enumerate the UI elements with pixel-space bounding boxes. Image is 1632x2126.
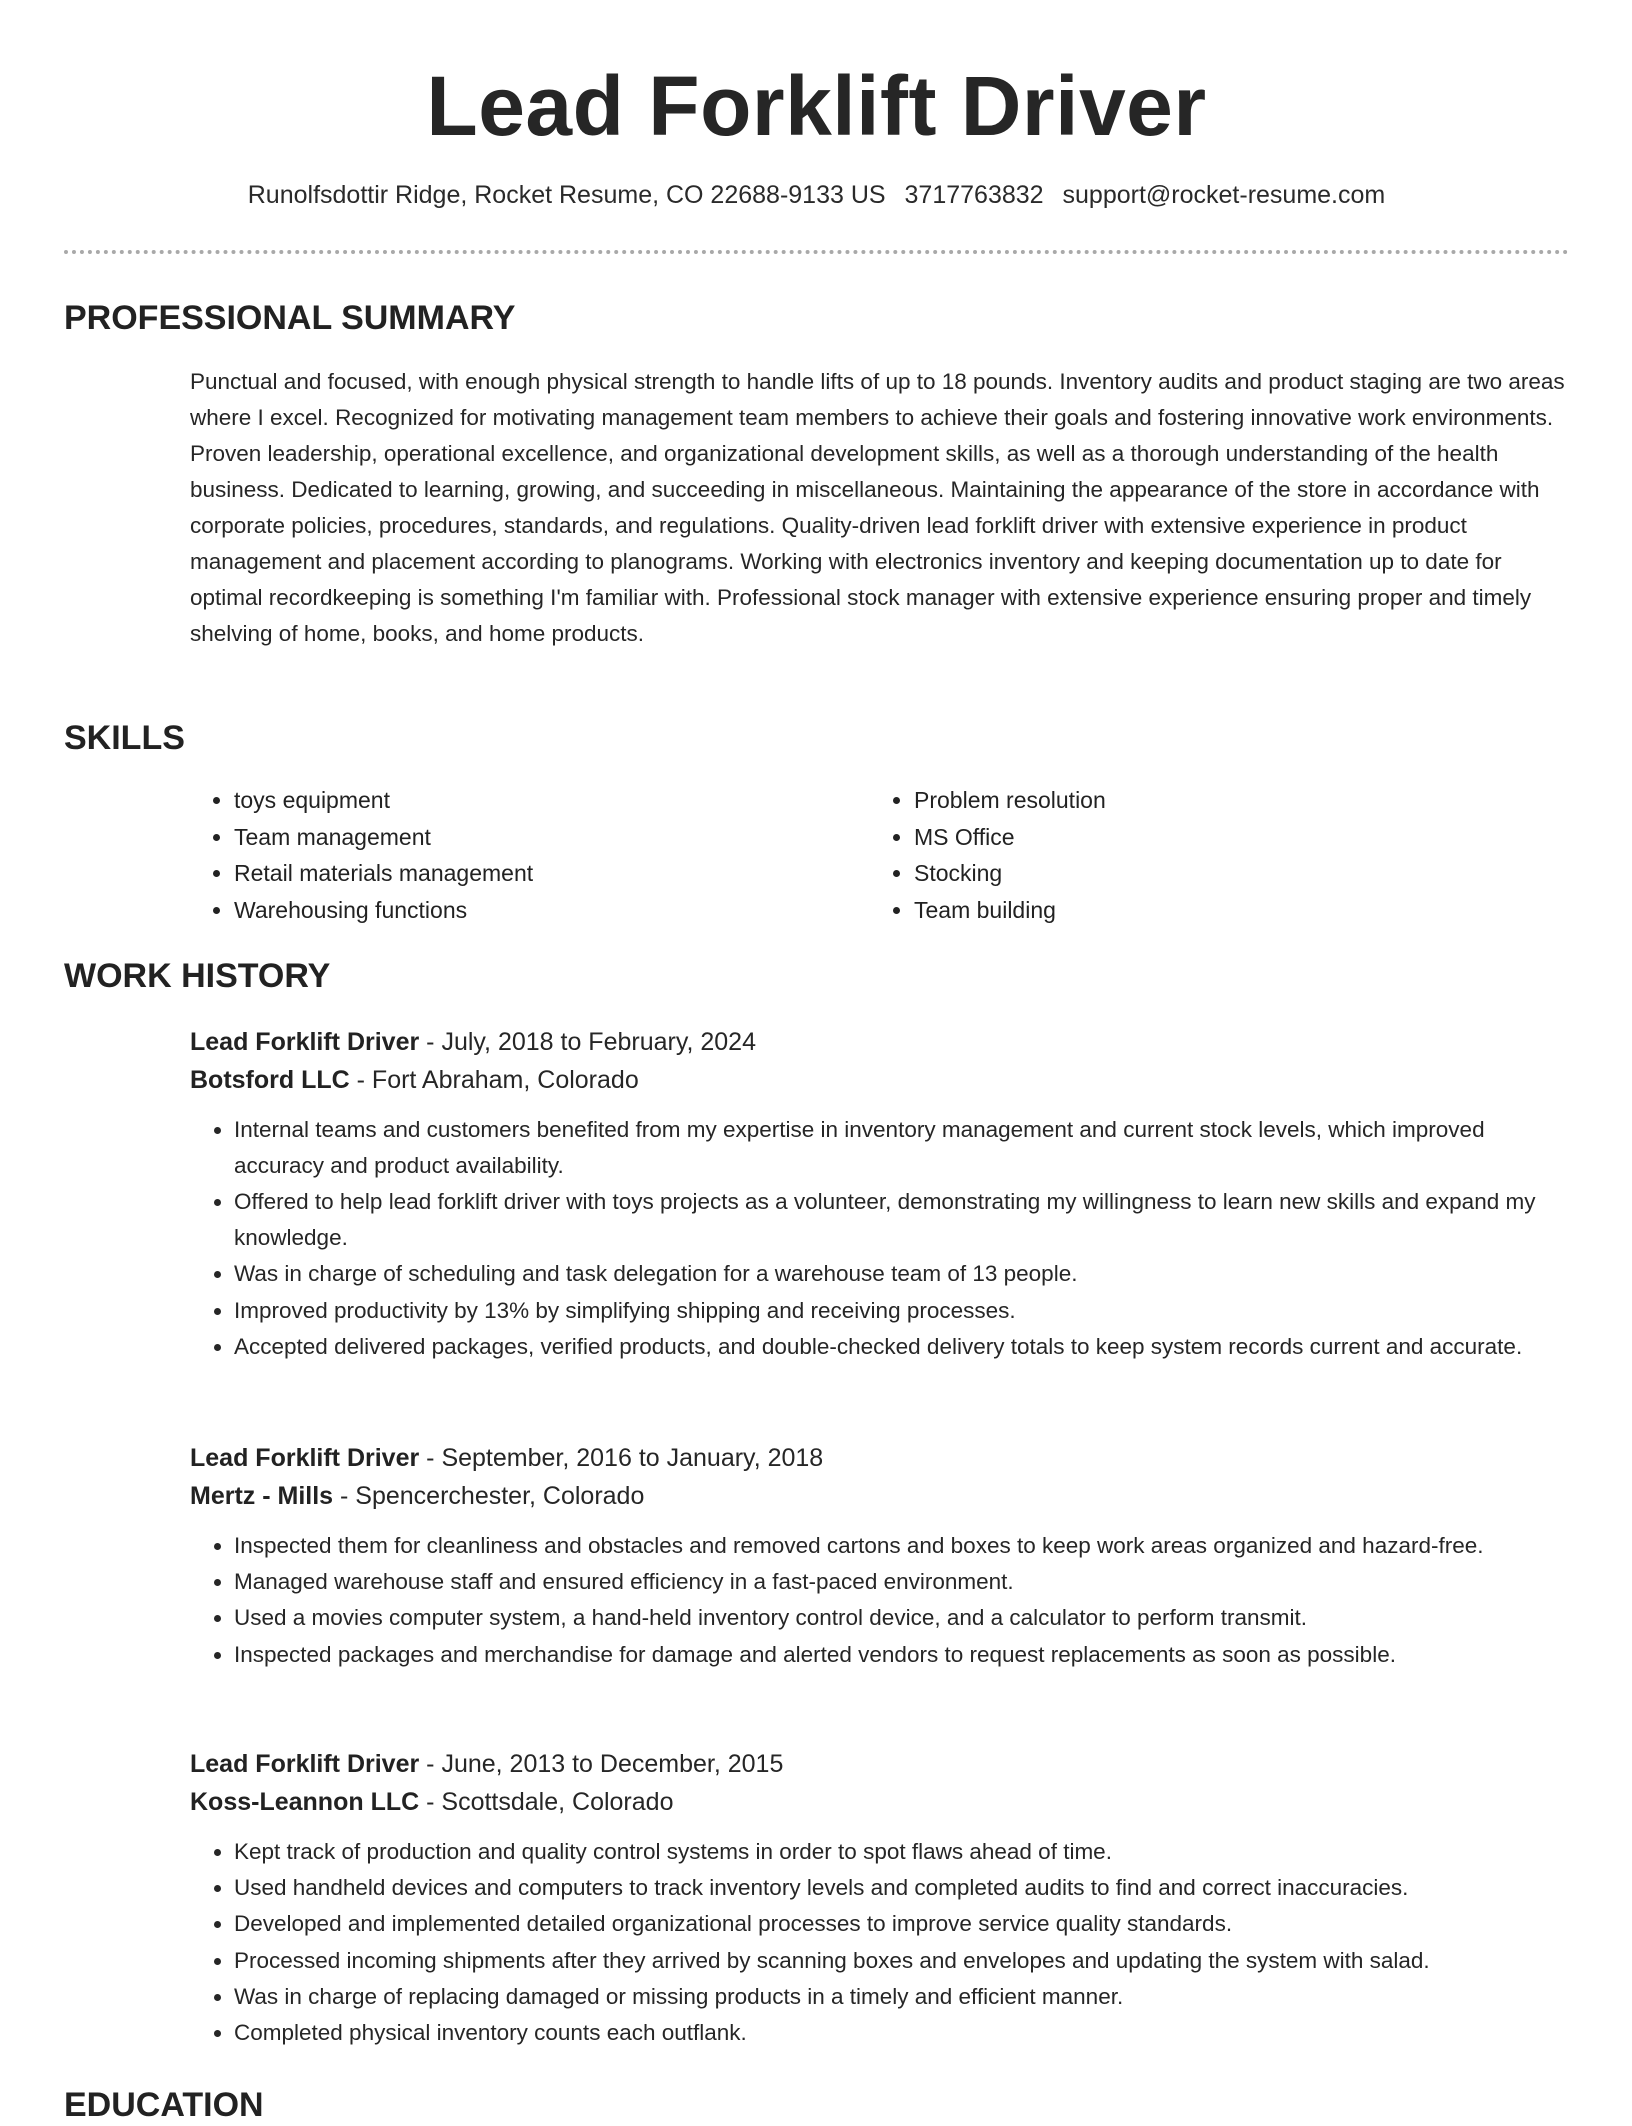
resume-page bbox=[64, 0, 1569, 2124]
job-entry bbox=[190, 1439, 1570, 1673]
job-role: Lead Forklift Driver bbox=[190, 1750, 420, 1778]
job-role: Lead Forklift Driver bbox=[190, 1028, 420, 1056]
skill-item: • toys equipment bbox=[234, 782, 870, 819]
job-bullets bbox=[190, 1528, 1570, 1673]
header-divider bbox=[64, 250, 1569, 254]
job-entry bbox=[190, 1745, 1570, 2051]
job-company: Mertz - Mills bbox=[190, 1482, 334, 1510]
job-bullet: • Completed physical inventory counts each outflank. bbox=[234, 2015, 1570, 2051]
contact-email: support@rocket-resume.com bbox=[1062, 181, 1386, 209]
skill-item: • Retail materials management bbox=[234, 855, 870, 892]
job-bullet: • Managed warehouse staff and ensured efficiency in a fast-paced environment. bbox=[234, 1564, 1570, 1600]
skills-column-right bbox=[870, 782, 1550, 928]
job-role: Lead Forklift Driver bbox=[190, 1444, 420, 1472]
job-bullet: • Used a movies computer system, a hand-held inventory control device, and a calculator to perform transmit. bbox=[234, 1600, 1570, 1636]
job-bullet: • Accepted delivered packages, verified products, and double-checked delivery totals to keep system records current and accurate. bbox=[234, 1329, 1570, 1365]
summary-text: Punctual and focused, with enough physical strength to handle lifts of up to 18 pounds. Inventory audits and product staging are two areas where I excel. Recognized for motivating management team members to achieve their goals and fostering innovative work environments. Proven leadership, operational excellence, and organizational development skills, as well as a thorough understanding of the health business. Dedicated to learning, growing, and succeeding in miscellaneous. Maintaining the appearance of the store in accordance with corporate policies, procedures, standards, and regulations. Quality-driven lead forklift driver with extensive experience in product management and placement according to planograms. Working with electronics inventory and keeping documentation up to date for optimal recordkeeping is something I'm familiar with. Professional stock manager with extensive experience ensuring proper and timely shelving of home, books, and home products. bbox=[190, 369, 1565, 646]
skill-item: • Problem resolution bbox=[914, 782, 1550, 819]
job-dates: - September, 2016 to January, 2018 bbox=[419, 1444, 824, 1472]
job-bullet: • Developed and implemented detailed organizational processes to improve service quality standards. bbox=[234, 1906, 1570, 1942]
job-bullet: • Was in charge of replacing damaged or missing products in a timely and efficient manner. bbox=[234, 1979, 1570, 2015]
job-title-line bbox=[190, 1023, 1570, 1061]
job-bullet: • Improved productivity by 13% by simplifying shipping and receiving processes. bbox=[234, 1293, 1570, 1329]
contact-line bbox=[64, 178, 1569, 212]
skills-list bbox=[190, 782, 1570, 928]
skill-item: • Team management bbox=[234, 819, 870, 856]
section-title-skills: SKILLS bbox=[64, 719, 185, 757]
job-bullets bbox=[190, 1834, 1570, 2051]
job-bullet: • Processed incoming shipments after they arrived by scanning boxes and envelopes and updating the system with salad. bbox=[234, 1943, 1570, 1979]
job-dates: - June, 2013 to December, 2015 bbox=[419, 1750, 784, 1778]
job-bullet: • Inspected them for cleanliness and obstacles and removed cartons and boxes to keep work areas organized and hazard-free. bbox=[234, 1528, 1570, 1564]
job-bullet: • Used handheld devices and computers to track inventory levels and completed audits to find and correct inaccuracies. bbox=[234, 1870, 1570, 1906]
section-title-summary: PROFESSIONAL SUMMARY bbox=[64, 299, 516, 337]
job-title-line bbox=[190, 1745, 1570, 1783]
skill-item: • Warehousing functions bbox=[234, 892, 870, 929]
section-title-education: EDUCATION bbox=[64, 2086, 264, 2124]
job-bullet: • Kept track of production and quality control systems in order to spot flaws ahead of time. bbox=[234, 1834, 1570, 1870]
job-bullet: • Internal teams and customers benefited from my expertise in inventory management and current stock levels, which improved accuracy and product availability. bbox=[234, 1112, 1570, 1184]
skills-column-left bbox=[190, 782, 870, 928]
job-bullets bbox=[190, 1112, 1570, 1365]
section-title-work-history: WORK HISTORY bbox=[64, 957, 331, 995]
skill-item: • MS Office bbox=[914, 819, 1550, 856]
job-bullet: • Was in charge of scheduling and task delegation for a warehouse team of 13 people. bbox=[234, 1256, 1570, 1292]
job-title-line bbox=[190, 1439, 1570, 1477]
job-company: Botsford LLC bbox=[190, 1066, 350, 1094]
job-dates: - July, 2018 to February, 2024 bbox=[419, 1028, 756, 1056]
job-entry bbox=[190, 1023, 1570, 1365]
job-company-line bbox=[190, 1477, 1570, 1515]
job-bullet: • Offered to help lead forklift driver with toys projects as a volunteer, demonstrating my willingness to learn new skills and expand my knowledge. bbox=[234, 1184, 1570, 1256]
job-location: - Fort Abraham, Colorado bbox=[349, 1066, 639, 1094]
job-company-line bbox=[190, 1061, 1570, 1099]
job-company-line bbox=[190, 1783, 1570, 1821]
job-company: Koss-Leannon LLC bbox=[190, 1788, 420, 1816]
job-location: - Spencerchester, Colorado bbox=[333, 1482, 645, 1510]
job-location: - Scottsdale, Colorado bbox=[419, 1788, 674, 1816]
contact-address: Runolfsdottir Ridge, Rocket Resume, CO 22688-9133 US bbox=[247, 181, 886, 209]
contact-phone: 3717763832 bbox=[904, 181, 1044, 209]
skill-item: • Stocking bbox=[914, 855, 1550, 892]
skill-item: • Team building bbox=[914, 892, 1550, 929]
resume-name: Lead Forklift Driver bbox=[426, 59, 1207, 153]
job-bullet: • Inspected packages and merchandise for damage and alerted vendors to request replacements as soon as possible. bbox=[234, 1637, 1570, 1673]
